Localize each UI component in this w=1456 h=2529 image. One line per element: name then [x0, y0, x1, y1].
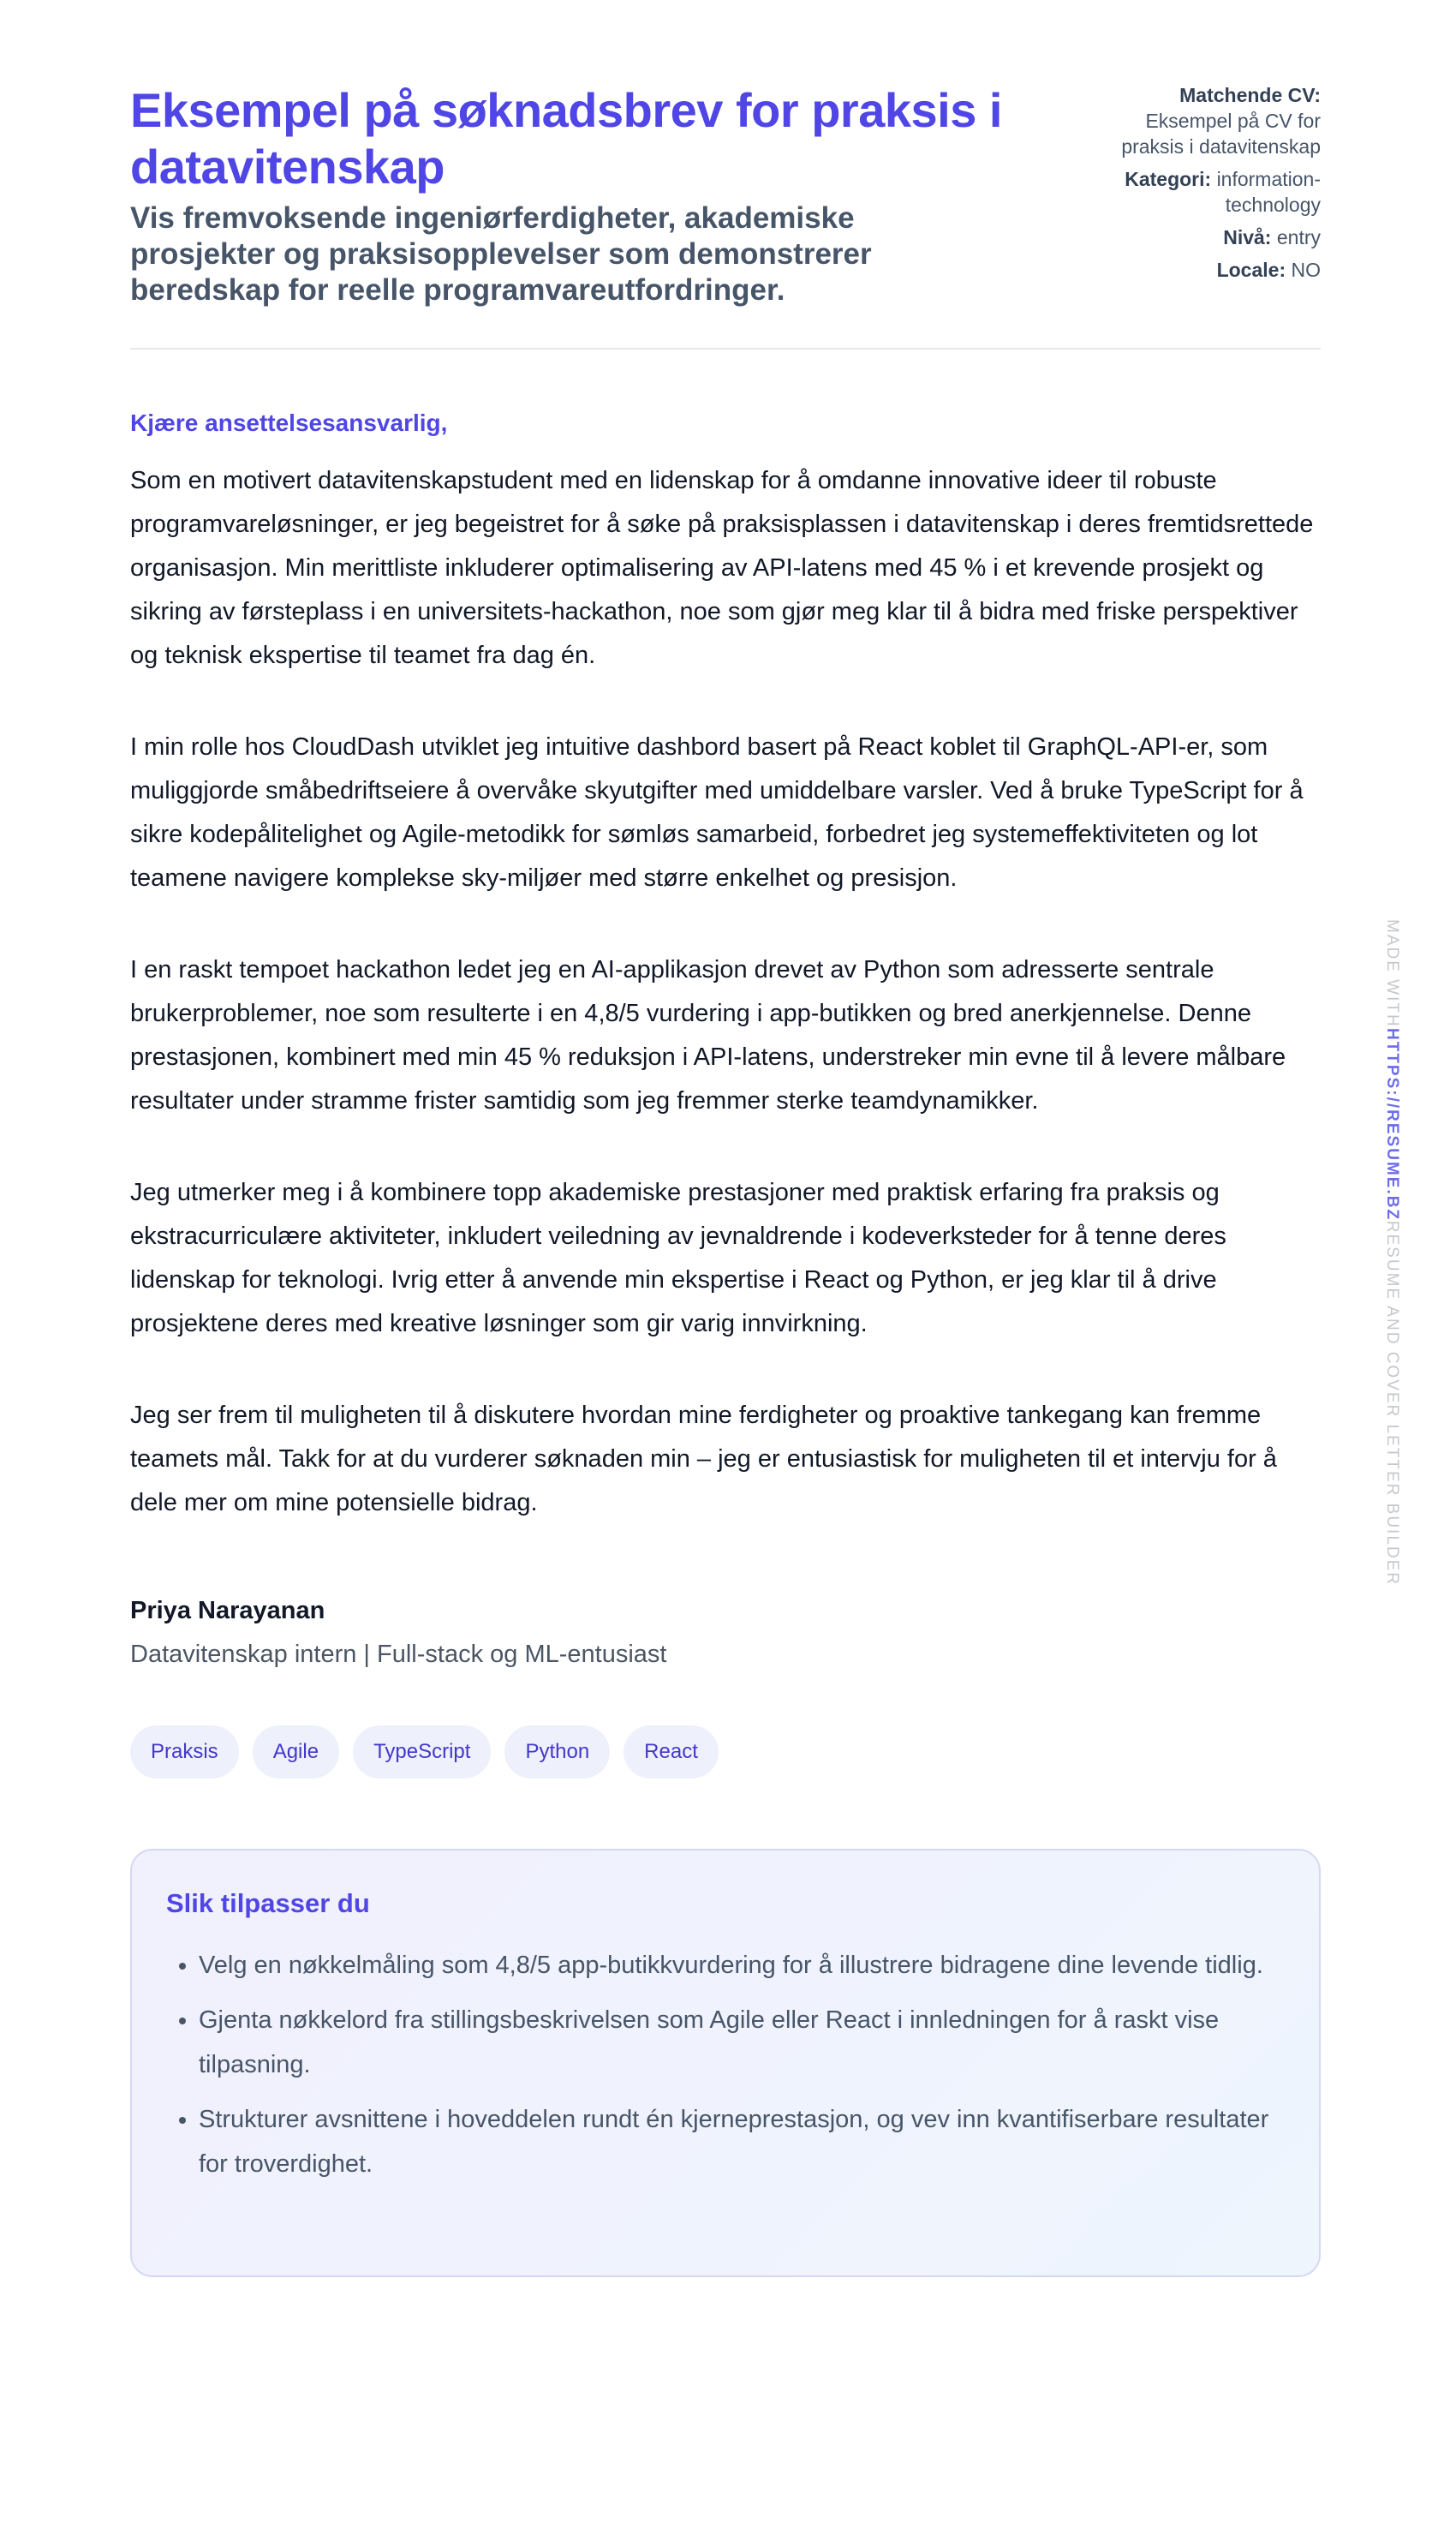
signature-title: Datavitenskap intern | Full-stack og ML-entusiast: [130, 1641, 667, 1668]
tips-list: [166, 1943, 1285, 2186]
watermark-link[interactable]: HTTPS://RESUME.BZ: [1383, 1027, 1401, 1221]
title-block: [130, 82, 1055, 308]
meta-label: Kategori:: [1125, 168, 1212, 190]
tag-chip[interactable]: Python: [504, 1725, 610, 1779]
tip-item: • Gjenta nøkkelord fra stillingsbeskrivelsen som Agile eller React i innledningen for å raskt vise tilpasning.: [199, 1998, 1285, 2087]
page-subtitle: Vis fremvoksende ingeniørferdigheter, akademiske prosjekter og praksisopplevelser som demonstrerer beredskap for reelle programvareutfordringer.: [130, 201, 872, 307]
tips-title: Slik tilpasser du: [166, 1888, 370, 1918]
watermark-suffix: RESUME AND COVER LETTER BUILDER: [1383, 1220, 1401, 1587]
tips-box: [130, 1849, 1321, 2277]
meta-value: information-technology: [1216, 168, 1321, 216]
meta-value: NO: [1291, 259, 1321, 281]
tag-chip[interactable]: Praksis: [130, 1725, 239, 1779]
meta-category: [1081, 166, 1321, 218]
letter-paragraph: Som en motivert datavitenskapstudent med en lidenskap for å omdanne innovative ideer til robuste programvareløsninger, er jeg begeistret for å søke på praksisplassen i datavitenskap i deres fremtidsrettede organisasjon. Min merittliste inkluderer optimalisering av API-latens med 45 % i et krevende prosjekt og sikring av førsteplass i en universitets-hackathon, noe som gjør meg klar til å bidra med friske perspektiver og teknisk ekspertise til teamet fra dag én.: [130, 467, 1314, 669]
cover-letter-page: [130, 0, 1321, 2277]
watermark: [1375, 919, 1401, 1622]
meta-label: Locale:: [1216, 259, 1286, 281]
watermark-prefix: MADE WITH: [1383, 919, 1401, 1028]
meta-value: entry: [1276, 226, 1321, 248]
letter-paragraph: I min rolle hos CloudDash utviklet jeg intuitive dashbord basert på React koblet til GraphQL-API-er, som muliggjorde småbedriftseiere å overvåke skyutgifter med umiddelbare varsler. Ved å bruke TypeScript for å sikre kodepålitelighet og Agile-metodikk for sømløs samarbeid, forbedret jeg systemeffektiviteten og lot teamene navigere komplekse sky-miljøer med større enkelhet og presisjon.: [130, 733, 1304, 892]
meta-level: [1081, 224, 1321, 250]
tag-list: [130, 1725, 1321, 1779]
meta-locale: [1081, 257, 1321, 283]
page-header: [130, 0, 1321, 350]
meta-label: Nivå:: [1223, 226, 1272, 248]
letter-paragraph: I en raskt tempoet hackathon ledet jeg en AI-applikasjon drevet av Python som adresserte sentrale brukerproblemer, noe som resulterte i en 4,8/5 vurdering i app-butikken og bred anerkjennelse. Denne prestasjonen, kombinert med min 45 % reduksjon i API-latens, understreker min evne til å levere målbare resultater under stramme frister samtidig som jeg fremmer sterke teamdynamikker.: [130, 956, 1286, 1115]
page-title: Eksempel på søknadsbrev for praksis i datavitenskap: [130, 83, 1002, 194]
letter-salutation: Kjære ansettelsesansvarlig,: [130, 410, 448, 436]
tip-item: • Strukturer avsnittene i hoveddelen rundt én kjerneprestasjon, og vev inn kvantifiserbare resultater for troverdighet.: [199, 2097, 1285, 2186]
signature-name: Priya Narayanan: [130, 1597, 325, 1624]
tag-chip[interactable]: Agile: [253, 1725, 339, 1779]
matching-cv-link[interactable]: Eksempel på CV for praksis i datavitenskap: [1121, 110, 1321, 158]
meta-panel: [1081, 82, 1321, 308]
letter-paragraph: Jeg ser frem til muligheten til å diskutere hvordan mine ferdigheter og proaktive tankegang kan fremme teamets mål. Takk for at du vurderer søknaden min – jeg er entusiastisk for muligheten til et intervju for å dele mer om mine potensielle bidrag.: [130, 1402, 1277, 1516]
tip-item: • Velg en nøkkelmåling som 4,8/5 app-butikkvurdering for å illustrere bidragene dine levende tidlig.: [199, 1943, 1285, 1988]
meta-matching-cv: [1081, 82, 1321, 159]
meta-label: Matchende CV:: [1179, 84, 1321, 106]
tag-chip[interactable]: TypeScript: [353, 1725, 491, 1779]
tag-chip[interactable]: React: [624, 1725, 719, 1779]
letter-paragraph: Jeg utmerker meg i å kombinere topp akademiske prestasjoner med praktisk erfaring fra praksis og ekstracurriculære aktiviteter, inkludert veiledning av jevnaldrende i kodeverksteder for å tenne deres lidenskap for teknologi. Ivrig etter å anvende min ekspertise i React og Python, er jeg klar til å drive prosjektene deres med kreative løsninger som gir varig innvirkning.: [130, 1179, 1226, 1337]
